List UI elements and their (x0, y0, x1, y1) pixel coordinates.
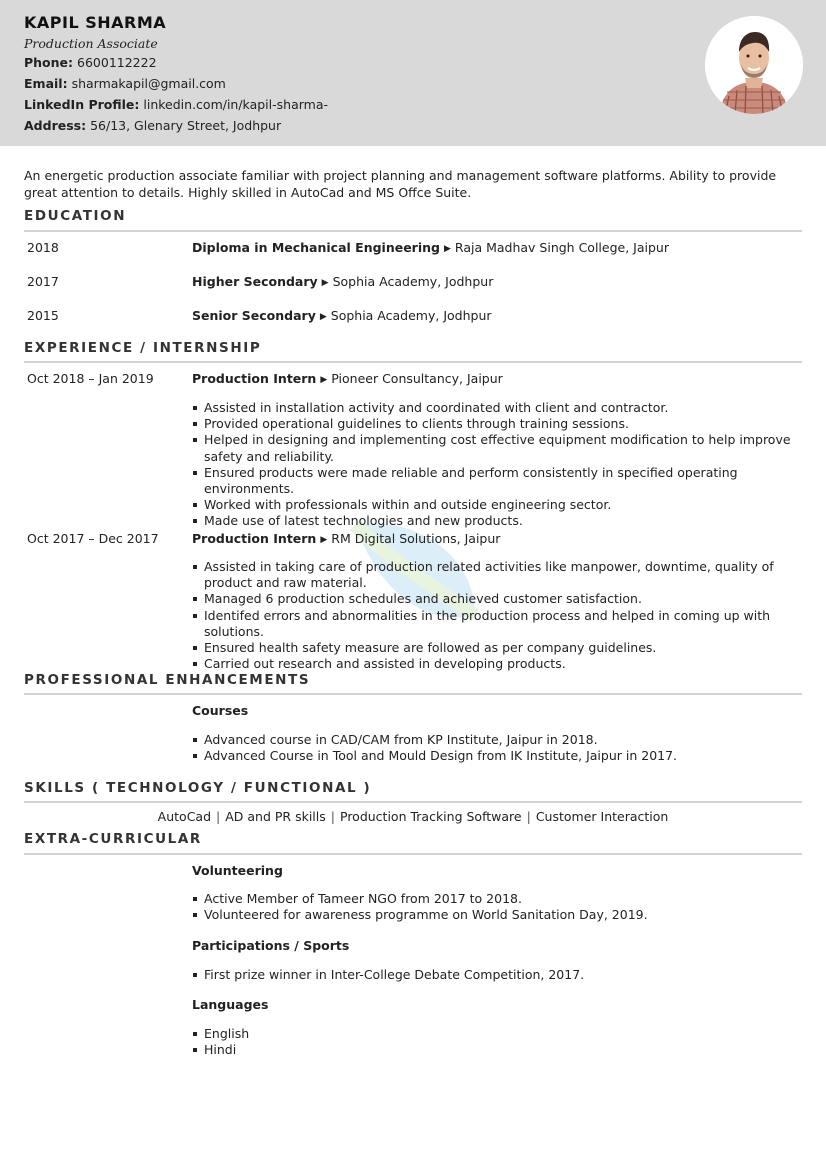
skill-item: Customer Interaction (535, 809, 669, 824)
phone-label: Phone: (24, 55, 74, 70)
list-item: Provided operational guidelines to clients through training sessions. (192, 416, 802, 432)
arrow-right-icon: ▶ (320, 535, 328, 545)
phone-value: 6600112222 (77, 55, 157, 70)
courses-bullets (192, 732, 802, 764)
education-degree: Diploma in Mechanical Engineering (192, 240, 440, 255)
education-school: Sophia Academy, Jodhpur (332, 274, 494, 289)
education-school: Sophia Academy, Jodhpur (330, 308, 492, 323)
education-entry (192, 240, 669, 255)
linkedin-value[interactable]: linkedin.com/in/kapil-sharma- (143, 97, 328, 112)
experience-entry (192, 371, 503, 386)
phone-line (24, 55, 157, 70)
skill-separator: | (330, 809, 335, 824)
person-photo-icon (705, 16, 803, 114)
skills-heading: SKILLS ( TECHNOLOGY / FUNCTIONAL ) (24, 780, 372, 796)
languages-subheading: Languages (192, 997, 269, 1012)
address-value: 56/13, Glenary Street, Jodhpur (90, 118, 282, 133)
list-item: Advanced course in CAD/CAM from KP Institute, Jaipur in 2018. (192, 732, 802, 748)
experience-dates: Oct 2017 – Dec 2017 (27, 531, 159, 546)
enhancements-divider (24, 693, 802, 695)
education-degree: Senior Secondary (192, 308, 316, 323)
education-year: 2018 (27, 240, 59, 255)
experience-bullets (192, 559, 802, 672)
list-item: Advanced Course in Tool and Mould Design from IK Institute, Jaipur in 2017. (192, 748, 802, 764)
education-year: 2017 (27, 274, 59, 289)
list-item: Helped in designing and implementing cost effective equipment modification to help improve safety and reliability. (192, 432, 802, 464)
volunteering-bullets (192, 891, 802, 923)
email-label: Email: (24, 76, 68, 91)
skills-divider (24, 801, 802, 803)
list-item: Assisted in taking care of production related activities like manpower, downtime, quality of product and raw material. (192, 559, 802, 591)
education-year: 2015 (27, 308, 59, 323)
education-divider (24, 230, 802, 232)
extra-divider (24, 853, 802, 855)
skill-separator: | (526, 809, 531, 824)
list-item: Ensured health safety measure are followed as per company guidelines. (192, 640, 802, 656)
address-line (24, 118, 281, 133)
education-degree: Higher Secondary (192, 274, 318, 289)
email-line (24, 76, 226, 91)
extra-heading: EXTRA-CURRICULAR (24, 831, 202, 847)
experience-position: Production Intern (192, 531, 317, 546)
skill-item: Production Tracking Software (340, 809, 522, 824)
skills-list (0, 809, 826, 824)
profile-photo (705, 16, 803, 114)
arrow-right-icon: ▶ (443, 244, 451, 254)
participations-subheading: Participations / Sports (192, 938, 350, 953)
volunteering-subheading: Volunteering (192, 863, 283, 878)
list-item: Made use of latest technologies and new products. (192, 513, 802, 529)
address-label: Address: (24, 118, 87, 133)
list-item: Volunteered for awareness programme on World Sanitation Day, 2019. (192, 907, 802, 923)
resume-header (0, 0, 826, 146)
participations-bullets (192, 967, 802, 983)
languages-bullets (192, 1026, 802, 1058)
list-item: Carried out research and assisted in developing products. (192, 656, 802, 672)
enhancements-heading: PROFESSIONAL ENHANCEMENTS (24, 672, 311, 688)
list-item: Identifed errors and abnormalities in the production process and helped in coming up with solutions. (192, 608, 802, 640)
arrow-right-icon: ▶ (319, 312, 327, 322)
list-item: First prize winner in Inter-College Debate Competition, 2017. (192, 967, 802, 983)
list-item: Worked with professionals within and outside engineering sector. (192, 497, 802, 513)
skill-item: AD and PR skills (225, 809, 326, 824)
experience-dates: Oct 2018 – Jan 2019 (27, 371, 154, 386)
candidate-role: Production Associate (24, 36, 158, 51)
linkedin-line (24, 97, 328, 112)
profile-summary: An energetic production associate familiar with project planning and management software platforms. Ability to provide great attention to details. Highly skilled in AutoCad and MS Offce Suite. (24, 168, 777, 200)
arrow-right-icon: ▶ (320, 375, 328, 385)
arrow-right-icon: ▶ (321, 278, 329, 288)
email-value[interactable]: sharmakapil@gmail.com (71, 76, 226, 91)
experience-bullets (192, 400, 802, 530)
education-entry (192, 308, 492, 323)
list-item: Managed 6 production schedules and achieved customer satisfaction. (192, 591, 802, 607)
skill-item: AutoCad (157, 809, 212, 824)
list-item: Ensured products were made reliable and perform consistently in specified operating environments. (192, 465, 802, 497)
education-school: Raja Madhav Singh College, Jaipur (454, 240, 669, 255)
experience-company: Pioneer Consultancy, Jaipur (331, 371, 503, 386)
experience-heading: EXPERIENCE / INTERNSHIP (24, 340, 262, 356)
experience-divider (24, 361, 802, 363)
education-heading: EDUCATION (24, 208, 127, 224)
linkedin-label: LinkedIn Profile: (24, 97, 140, 112)
list-item: Active Member of Tameer NGO from 2017 to 2018. (192, 891, 802, 907)
experience-entry (192, 531, 500, 546)
education-entry (192, 274, 493, 289)
candidate-name: KAPIL SHARMA (24, 13, 167, 32)
courses-subheading: Courses (192, 703, 249, 718)
experience-company: RM Digital Solutions, Jaipur (331, 531, 501, 546)
list-item: Assisted in installation activity and coordinated with client and contractor. (192, 400, 802, 416)
list-item: English (192, 1026, 802, 1042)
skill-separator: | (216, 809, 221, 824)
list-item: Hindi (192, 1042, 802, 1058)
experience-position: Production Intern (192, 371, 317, 386)
